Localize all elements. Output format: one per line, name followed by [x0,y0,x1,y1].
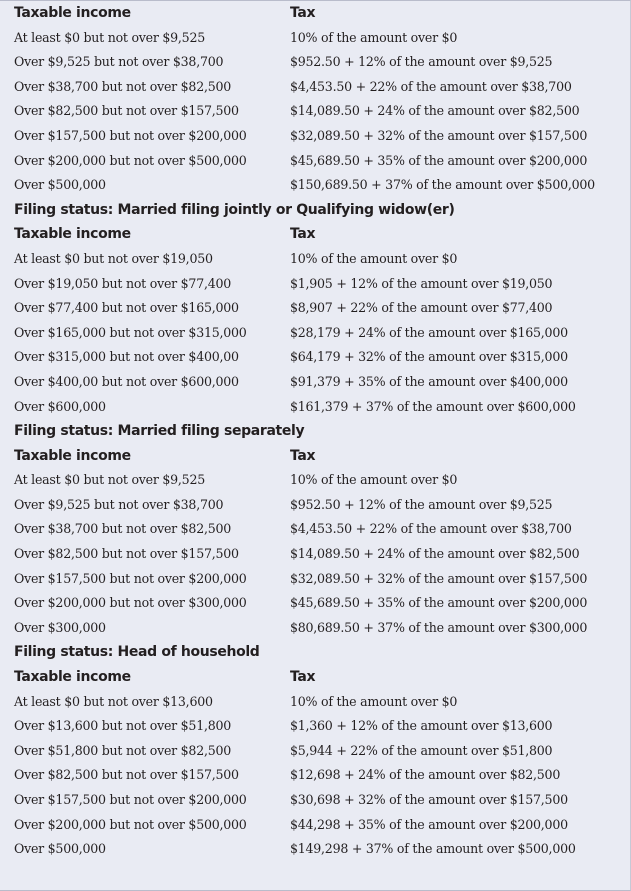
income-range: Over $9,525 but not over $38,700 [14,496,224,512]
income-range: Over $200,000 but not over $500,000 [14,816,247,832]
table-row [0,75,630,100]
section-title: Filing status: Head of household [14,644,260,661]
tax-formula: 10% of the amount over $0 [290,29,458,45]
column-header-income: Taxable income [14,5,131,21]
column-header-row [0,444,630,469]
table-row [0,296,630,321]
tax-formula: 10% of the amount over $0 [290,472,458,488]
income-range: Over $200,000 but not over $500,000 [14,152,247,168]
tax-formula: $952.50 + 12% of the amount over $9,525 [290,496,553,512]
table-row [0,493,630,518]
section-married-filing-separately [0,419,630,640]
income-range: Over $82,500 but not over $157,500 [14,103,239,119]
tax-formula: $149,298 + 37% of the amount over $500,000 [290,841,576,857]
column-header-tax: Tax [290,5,316,21]
table-row [0,321,630,346]
section-married-filing-jointly [0,198,630,419]
table-row [0,813,630,838]
tax-formula: $14,089.50 + 24% of the amount over $82,500 [290,546,580,562]
tax-formula: 10% of the amount over $0 [290,250,458,266]
table-row [0,468,630,493]
income-range: Over $9,525 but not over $38,700 [14,54,224,70]
tax-formula: $45,689.50 + 35% of the amount over $200,000 [290,595,588,611]
column-header-income: Taxable income [14,669,131,686]
income-range: Over $13,600 but not over $51,800 [14,718,231,734]
tax-formula: 10% of the amount over $0 [290,693,458,709]
tax-formula: $32,089.50 + 32% of the amount over $157,500 [290,570,588,586]
tax-formula: $45,689.50 + 35% of the amount over $200,000 [290,152,588,168]
table-row [0,788,630,813]
tax-formula: $952.50 + 12% of the amount over $9,525 [290,54,553,70]
section-head-of-household [0,640,630,861]
tax-formula: $91,379 + 35% of the amount over $400,000 [290,373,568,389]
table-row [0,763,630,788]
table-row [0,837,630,862]
income-range: Over $500,000 [14,841,106,857]
table-row [0,26,630,51]
table-row [0,272,630,297]
income-range: At least $0 but not over $13,600 [14,693,213,709]
income-range: Over $400,00 but not over $600,000 [14,373,239,389]
table-row [0,247,630,272]
income-range: Over $600,000 [14,398,106,414]
tax-formula: $150,689.50 + 37% of the amount over $500,000 [290,177,595,193]
table-row [0,616,630,641]
tax-formula: $28,179 + 24% of the amount over $165,000 [290,324,568,340]
tax-formula: $80,689.50 + 37% of the amount over $300,000 [290,619,588,635]
income-range: Over $165,000 but not over $315,000 [14,324,247,340]
tax-formula: $30,698 + 32% of the amount over $157,500 [290,792,568,807]
income-range: Over $157,500 but not over $200,000 [14,570,247,586]
table-row [0,395,630,420]
table-row [0,567,630,592]
table-row [0,124,630,149]
tax-formula: $161,379 + 37% of the amount over $600,000 [290,398,576,414]
table-row [0,714,630,739]
table-row [0,345,630,370]
table-row [0,591,630,616]
income-range: Over $315,000 but not over $400,00 [14,349,239,365]
income-range: Over $19,050 but not over $77,400 [14,275,231,291]
column-header-income: Taxable income [14,226,131,243]
table-row [0,542,630,567]
table-row [0,690,630,715]
table-row [0,149,630,174]
income-range: Over $38,700 but not over $82,500 [14,78,231,94]
income-range: At least $0 but not over $9,525 [14,472,205,488]
column-header-row [0,665,630,690]
tax-formula: $5,944 + 22% of the amount over $51,800 [290,742,553,758]
tax-formula: $12,698 + 24% of the amount over $82,500 [290,767,561,783]
income-range: At least $0 but not over $19,050 [14,250,213,266]
tax-formula: $8,907 + 22% of the amount over $77,400 [290,300,553,316]
section-1 [0,1,630,198]
tax-formula: $1,905 + 12% of the amount over $19,050 [290,275,553,291]
section-title: Filing status: Married filing jointly or Qualifying widow(er) [14,201,455,218]
tax-formula: $14,089.50 + 24% of the amount over $82,500 [290,103,580,119]
tax-formula: $4,453.50 + 22% of the amount over $38,700 [290,78,572,94]
income-range: Over $300,000 [14,619,106,635]
tax-formula: $32,089.50 + 32% of the amount over $157,500 [290,127,588,143]
income-range: Over $200,000 but not over $300,000 [14,595,247,611]
income-range: Over $51,800 but not over $82,500 [14,742,231,758]
column-header-income: Taxable income [14,447,131,464]
column-header-tax: Tax [290,669,316,686]
income-range: Over $82,500 but not over $157,500 [14,546,239,562]
income-range: Over $77,400 but not over $165,000 [14,300,239,316]
income-range: Over $500,000 [14,177,106,193]
column-header-row [0,222,630,247]
income-range: Over $157,500 but not over $200,000 [14,127,247,143]
table-row [0,739,630,764]
tax-formula: $64,179 + 32% of the amount over $315,000 [290,349,568,365]
income-range: Over $157,500 but not over $200,000 [14,792,247,807]
tax-formula: $1,360 + 12% of the amount over $13,600 [290,718,553,734]
tax-formula: $44,298 + 35% of the amount over $200,000 [290,816,568,832]
table-row [0,50,630,75]
section-title: Filing status: Married filing separately [14,423,305,440]
column-header-tax: Tax [290,226,316,243]
income-range: At least $0 but not over $9,525 [14,29,205,45]
column-header-tax: Tax [290,447,316,464]
tax-formula: $4,453.50 + 22% of the amount over $38,700 [290,521,572,537]
table-row [0,99,630,124]
table-row [0,173,630,198]
income-range: Over $38,700 but not over $82,500 [14,521,231,537]
income-range: Over $82,500 but not over $157,500 [14,767,239,783]
table-row [0,370,630,395]
column-header-row [0,1,630,26]
table-row [0,517,630,542]
